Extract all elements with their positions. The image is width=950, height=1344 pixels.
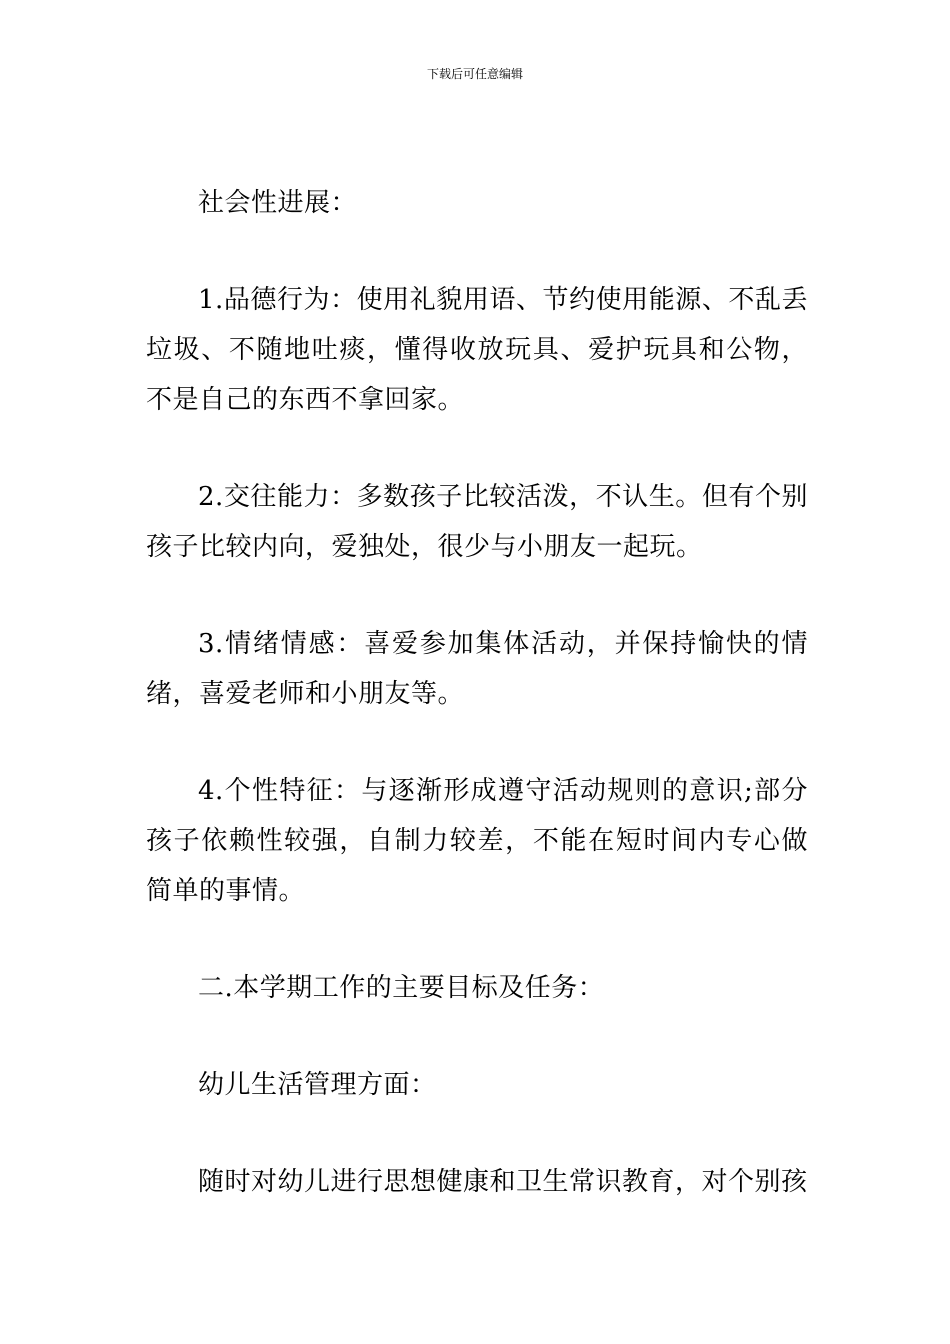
paragraph-moral-behavior: 1.品德行为：使用礼貌用语、节约使用能源、不乱丢垃圾、不随地吐痰，懂得收放玩具、爱护玩具和公物，不是自己的东西不拿回家。 [146, 285, 808, 415]
page-header: 下载后可任意编辑 [426, 67, 523, 81]
paragraph-emotions: 3.情绪情感：喜爱参加集体活动，并保持愉快的情绪，喜爱老师和小朋友等。 [146, 629, 808, 709]
document-body [146, 178, 808, 1207]
paragraph-health-education: 随时对幼儿进行思想健康和卫生常识教育，对个别孩 [198, 1167, 808, 1197]
subheading-life-management: 幼儿生活管理方面： [198, 1070, 437, 1100]
section-heading-social-development: 社会性进展： [198, 188, 358, 218]
paragraph-personality: 4.个性特征：与逐渐形成遵守活动规则的意识;部分孩子依赖性较强，自制力较差，不能在短时间内专心做简单的事情。 [146, 776, 808, 906]
section-heading-semester-goals: 二.本学期工作的主要目标及任务： [198, 973, 605, 1003]
paragraph-social-skills: 2.交往能力：多数孩子比较活泼，不认生。但有个别孩子比较内向，爱独处，很少与小朋友一起玩。 [146, 482, 808, 562]
